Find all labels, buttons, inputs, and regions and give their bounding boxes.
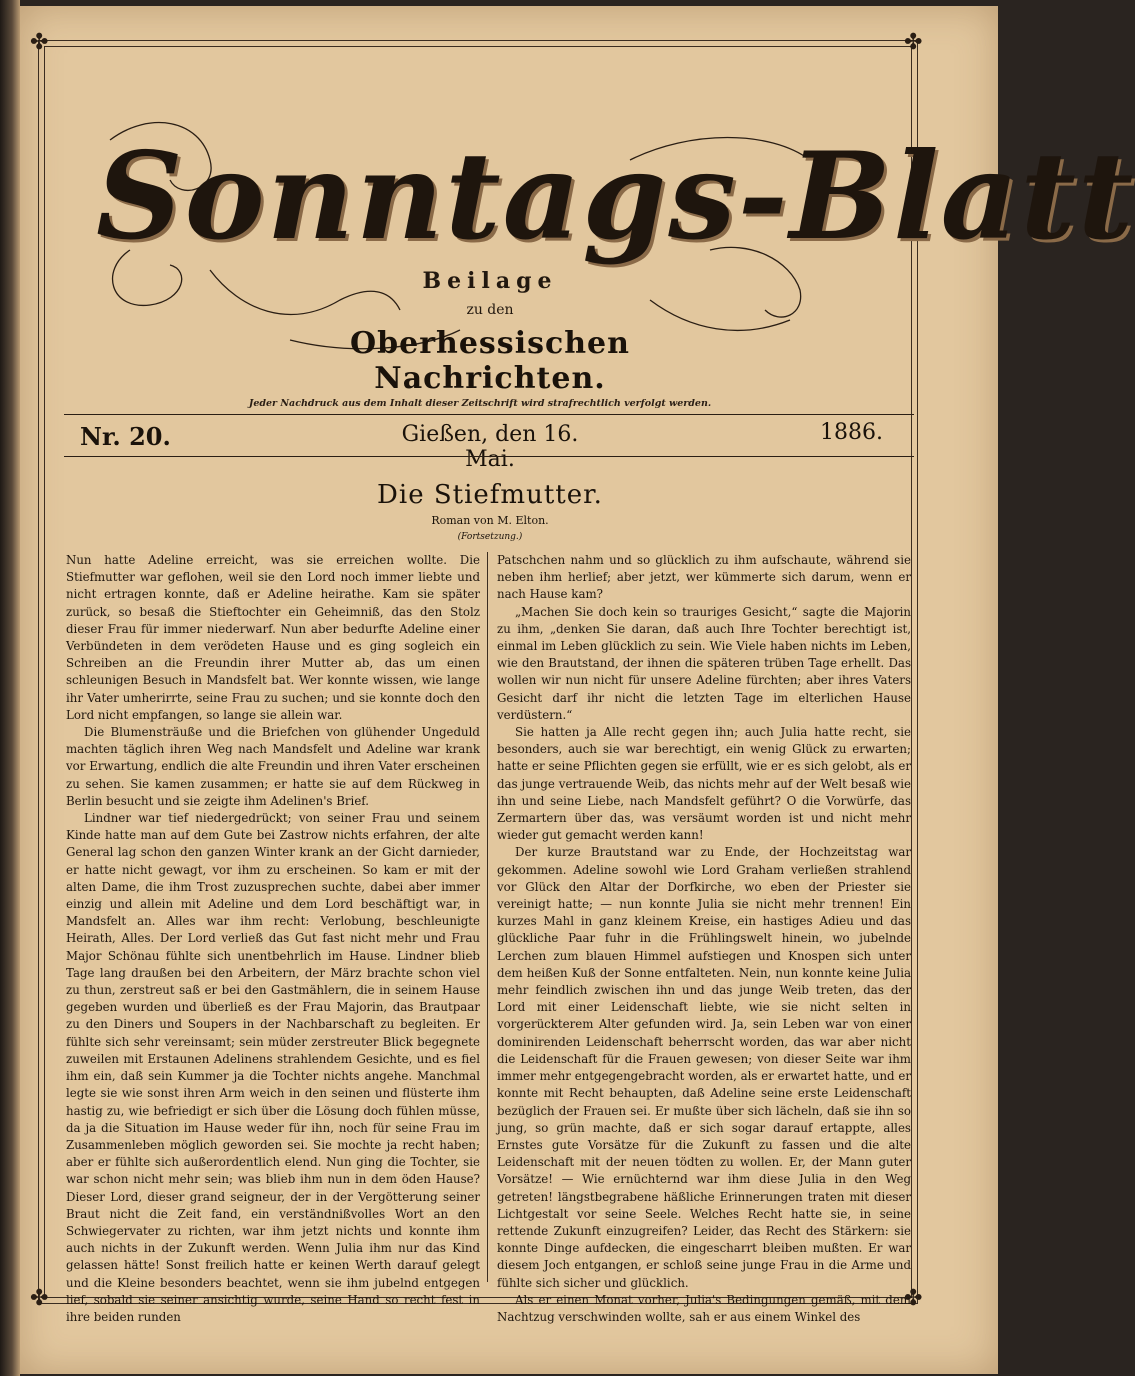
issue-place-date: Gießen, den 16. Mai. (401, 422, 579, 472)
paragraph: Patschchen nahm und so glücklich zu ihm aufschaute, während sie neben ihm herlief; aber jetzt, wer kümmerte sich darum, wenn er nach Hause kam? (497, 553, 911, 602)
newspaper-name: Oberhessischen Nachrichten. (350, 326, 630, 396)
paragraph: Lindner war tief niedergedrückt; von seiner Frau und seinem Kinde hatte man auf dem Gute bei Zastrow nichts erfahren, der alte General lag schon den ganzen Winter krank an der Gicht darnieder, er hatte nicht gewagt, vor ihm zu erscheinen. So kam er mit der alten Dame, die ihm Trost zuzusprechen suchte, dabei aber immer einzig und allein mit Adeline und dem Lord beschäftigt war, in Mandsfelt an. Alles war ihm recht: Verlobung, beschleunigte Heirath, Alles. Der Lord verließ das Gut fast nicht mehr und Frau Major Schönau fühlte sich unentbehrlich im Hause. Lindner blieb Tage lang draußen bei den Arbeitern, der März brachte schon viel zu thun, zerstreut saß er bei den Gastmählern, die in seinem Hause gegeben wurden und überließ es der Frau Majorin, das Brautpaar zu den Diners und Soupers in der Nachbarschaft zu begleiten. Er fühlte sich sehr vereinsamt; sein müder zerstreuter Blick begegnete zuweilen mit Erstaunen Adelinens strahlendem Gesichte, und es fiel ihm ein, daß sein Kummer ja die Tochter nichts angehe. Manchmal legte sie wie sonst ihren Arm weich in den seinen und flüsterte ihm hastig zu, wie befriedigt er sich über die Lösung doch fühlen müsse, da ja die Situation im Hause weder für ihn, noch für seine Frau im Zusammenleben möglich geworden sei. Sie mochte ja recht haben; aber er fühlte sich außerordentlich elend. Nun ging die Tochter, sie war schon nicht mehr sein; was blieb ihm nun in dem öden Hause? Dieser Lord, dieser grand seigneur, der in der Vergötterung seiner Braut nicht die Zeit fand, ein verständnißvolles Wort an den Schwiegervater zu richten, war ihm jetzt nichts und konnte ihm auch nichts in der Zukunft werden. Wenn Julia ihm nur das Kind gelassen hätte! Sonst freilich hatte er keinen Werth darauf gelegt und die Kleine besonders beachtet, wenn sie ihm jubelnd entgegen lief, sobald sie seiner ansichtig wurde, seine Hand so recht fest in ihre beiden runden (66, 811, 480, 1324)
paragraph: „Machen Sie doch kein so trauriges Gesicht,“ sagte die Majorin zu ihm, „denken Sie daran, daß auch Ihre Tochter berechtigt ist, einmal im Leben glücklich zu sein. Wie Viele haben nichts im Leben, wie den Brautstand, der ihnen die späteren trüben Tage erhellt. Das wollen wir nun nicht für unsere Adeline fürchten; aber ihres Vaters Gesicht darf ihr nicht die letzten Tage im elterlichen Hause verdüstern.“ (497, 604, 911, 722)
column-divider (487, 552, 488, 1282)
corner-ornament-icon: ✤ (30, 1286, 49, 1311)
masthead-title: Sonntags-Blatt (96, 126, 1135, 267)
article-title: Die Stiefmutter. (377, 480, 603, 510)
corner-ornament-icon: ✤ (904, 30, 923, 55)
article-column-right (497, 552, 911, 1324)
corner-ornament-icon: ✤ (30, 30, 49, 55)
article-column-left (66, 552, 480, 1324)
article-byline: Roman von M. Elton. (431, 514, 549, 527)
issue-number: Nr. 20. (80, 422, 171, 451)
header-rule-bottom (64, 456, 914, 457)
book-spine (0, 0, 20, 1376)
paragraph: Nun hatte Adeline erreicht, was sie erreichen wollte. Die Stiefmutter war geflohen, weil sie den Lord noch immer liebte und nicht ertragen konnte, daß er Adeline heirathe. Kam sie später zurück, so besaß die Stieftochter ein Geheimniß, das den Stolz dieser Frau für immer niederwarf. Nun aber bedurfte Adeline einer Verbündeten in dem verödeten Hause und es ging sogleich ein Schreiben an die Freundin ihrer Mutter ab, das um einen schleunigen Besuch in Mandsfelt bat. Wer konnte wissen, wie lange ihr Vater umherirrte, seine Frau zu suchen; und sie konnte doch den Lord nicht empfangen, so lange sie allein war. (66, 553, 480, 722)
paragraph: Sie hatten ja Alle recht gegen ihn; auch Julia hatte recht, sie besonders, auch sie war berechtigt, ein wenig Glück zu erwarten; hatte er seine Pflichten gegen sie erfüllt, wie er es sich gelobt, als er das junge vertrauende Weib, das nichts mehr auf der Welt besaß wie ihn und seine Liebe, nach Mandsfelt geführt? O die Vorwürfe, das Zermartern über das, was versäumt worden ist und nicht mehr wieder gut gemacht werden kann! (497, 725, 911, 843)
issue-year: 1886. (820, 420, 883, 445)
header-rule-top (64, 414, 914, 415)
article-continuation: (Fortsetzung.) (457, 532, 523, 542)
paragraph: Als er einen Monat vorher, Julia's Bedingungen gemäß, mit dem Nachtzug verschwinden wollte, sah er aus einem Winkel des (497, 1292, 911, 1324)
reprint-notice: Jeder Nachdruck aus dem Inhalt dieser Zeitschrift wird strafrechtlich verfolgt werden. (248, 398, 712, 409)
paragraph: Der kurze Brautstand war zu Ende, der Hochzeitstag war gekommen. Adeline sowohl wie Lord Graham verließen strahlend vor Glück den Altar der Dorfkirche, wo eben der Priester sie vereinigt hatte; — nun konnte Julia sie nicht mehr trennen! Ein kurzes Mahl in ganz kleinem Kreise, ein hastiges Adieu und das glückliche Paar fuhr in die Frühlingswelt hinein, wo jubelnde Lerchen zum blauen Himmel aufstiegen und Knospen sich unter dem heißen Kuß der Sonne entfalteten. Nein, nun konnte keine Julia mehr feindlich zwischen ihn und das junge Weib treten, das der Lord mit einer Leidenschaft liebte, wie sie nicht selten in vorgerückterem Alter gefunden wird. Ja, sein Leben war von einer dominirenden Leidenschaft beherrscht worden, das war aber nicht die Leidenschaft für die Frauen gewesen; von dieser Seite war ihm immer mehr entgegengebracht worden, als er erwartet hatte, und er konnte mit Recht behaupten, daß Adeline seine erste Leidenschaft bezüglich der Frauen sei. Er mußte über sich lächeln, daß sie ihn so jung, so grün machte, daß er sich sogar darauf ertappte, alles Ernstes gute Vorsätze für die Zukunft zu fassen und die alte Leidenschaft mit der neuen tödten zu wollen. Er, der Mann guter Vorsätze! — Wie ernüchternd war ihm diese Julia in den Weg getreten! längstbegrabene häßliche Erinnerungen traten mit dieser Lichtgestalt vor seine Seele. Welches Recht hatte sie, in seine rettende Zukunft einzugreifen? Leider, das Recht des Stärkern: sie konnte Dinge aufdecken, die eingescharrt bleiben mußten. Er war diesem Joch entgangen, er schloß seine junge Frau in die Arme und fühlte sich sicher und glücklich. (497, 845, 911, 1290)
beilage-label: Beilage (422, 268, 558, 294)
paragraph: Die Blumensträuße und die Briefchen von glühender Ungeduld machten täglich ihren Weg nach Mandsfelt und Adeline war krank vor Erwartung, endlich die alte Freundin und ihren Vater erscheinen zu sehen. Sie kamen zusammen; er hatte sie auf dem Rückweg in Berlin besucht und sie zeigte ihm Adelinen's Brief. (66, 725, 480, 808)
corner-ornament-icon: ✤ (904, 1286, 923, 1311)
zu-den-label: zu den (466, 302, 514, 318)
